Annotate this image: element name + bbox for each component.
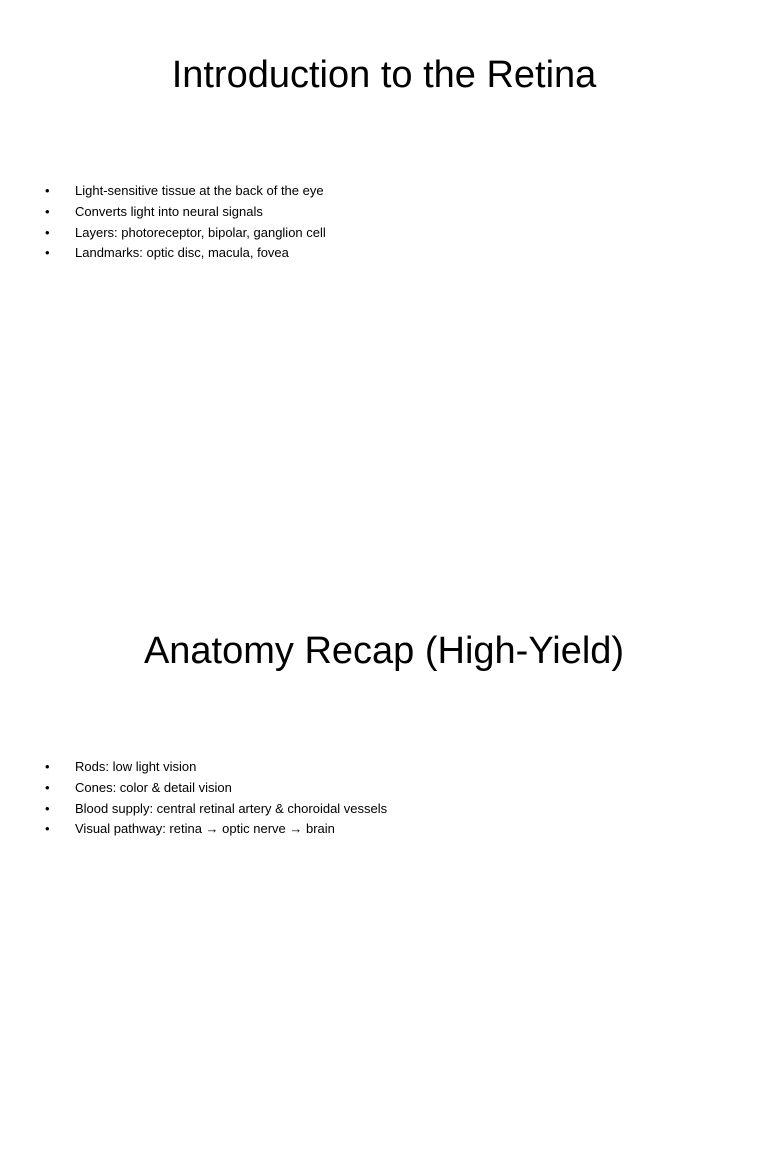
bullet-icon: • xyxy=(45,245,50,261)
list-item-text: Cones: color & detail vision xyxy=(75,779,232,795)
list-item-text: Layers: photoreceptor, bipolar, ganglion cell xyxy=(75,224,326,240)
bullet-list xyxy=(40,757,387,840)
list-item-text: Landmarks: optic disc, macula, fovea xyxy=(75,245,289,261)
slide-title: Introduction to the Retina xyxy=(171,54,597,96)
list-item xyxy=(40,778,387,799)
list-item xyxy=(40,757,387,778)
list-item xyxy=(40,181,326,202)
bullet-icon: • xyxy=(45,759,50,774)
bullet-icon: • xyxy=(45,821,50,837)
list-item xyxy=(40,819,387,840)
list-item xyxy=(40,799,387,820)
slide-title: Anatomy Recap (High-Yield) xyxy=(143,630,625,672)
list-item xyxy=(40,243,326,264)
list-item-text: Blood supply: central retinal artery & choroidal vessels xyxy=(75,800,388,816)
bullet-icon: • xyxy=(45,183,50,198)
bullet-icon: • xyxy=(45,203,50,219)
list-item-text: Rods: low light vision xyxy=(75,759,197,774)
list-item xyxy=(40,223,326,244)
bullet-icon: • xyxy=(45,800,50,816)
list-item-text: Visual pathway: retina → optic nerve → brain xyxy=(75,821,335,837)
bullet-icon: • xyxy=(45,224,50,240)
list-item xyxy=(40,202,326,223)
list-item-text: Converts light into neural signals xyxy=(75,203,263,219)
slide-2 xyxy=(0,576,768,1152)
bullet-list xyxy=(40,181,326,264)
list-item-text: Light-sensitive tissue at the back of the eye xyxy=(75,183,324,198)
bullet-icon: • xyxy=(45,779,50,795)
